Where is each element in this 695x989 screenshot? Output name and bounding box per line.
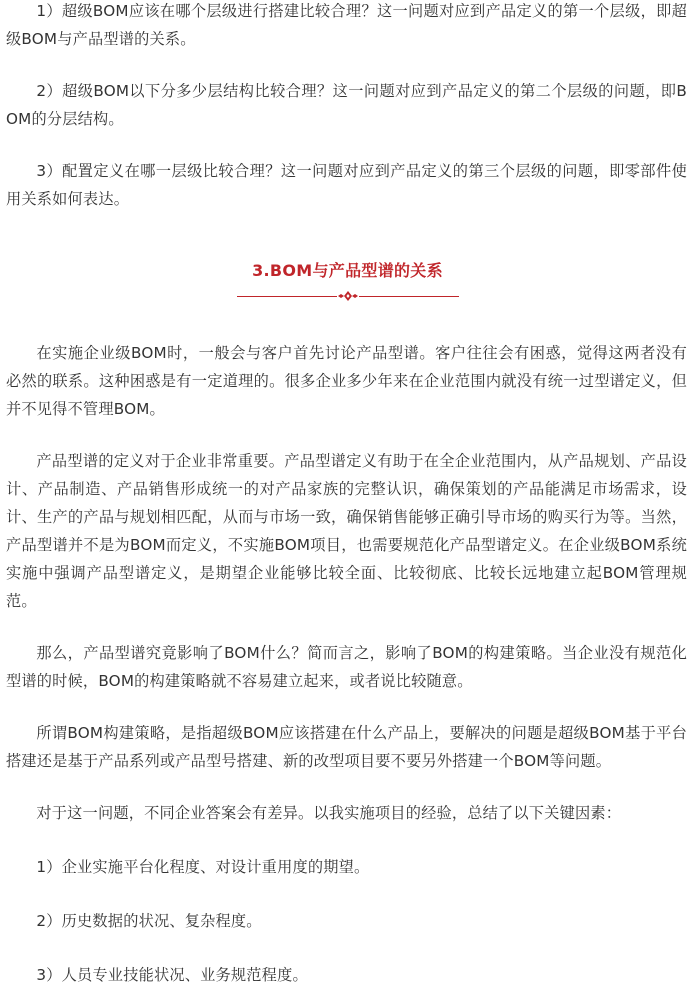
section-header [0,258,695,302]
list-item-factor-1: 1）企业实施平台化程度、对设计重用度的期望。 [36,858,370,876]
list-item-factor-3: 3）人员专业技能状况、业务规范程度。 [36,966,308,984]
paragraph-question-1: 1）超级BOM应该在哪个层级进行搭建比较合理？这一问题对应到产品定义的第一个层级，即超级BOM与产品型谱的关系。 [6,2,687,48]
paragraph-question-3: 3）配置定义在哪一层级比较合理？这一问题对应到产品定义的第三个层级的问题，即零部件使用关系如何表达。 [6,162,687,208]
ornament-diamond-icon [337,290,359,302]
list-item-factor-2: 2）历史数据的状况、复杂程度。 [36,912,262,930]
paragraph-question-2: 2）超级BOM以下分多少层结构比较合理？这一问题对应到产品定义的第二个层级的问题，即BOM的分层结构。 [6,82,687,128]
paragraph-intro: 在实施企业级BOM时，一般会与客户首先讨论产品型谱。客户往往会有困惑，觉得这两者没有必然的联系。这种困惑是有一定道理的。很多企业多少年来在企业范围内就没有统一过型谱定义，但并不见得不管理BOM。 [6,344,687,418]
paragraph-factors-intro: 对于这一问题，不同企业答案会有差异。以我实施项目的经验，总结了以下关键因素： [36,804,622,822]
paragraph-product-spectrum: 产品型谱的定义对于企业非常重要。产品型谱定义有助于在全企业范围内，从产品规划、产品设计、产品制造、产品销售形成统一的对产品家族的完整认识，确保策划的产品能满足市场需求，设计、生产的产品与规划相匹配，从而与市场一致，确保销售能够正确引导市场的购买行为等。当然，产品型谱并不是为BOM而定义，不实施BOM项目，也需要规范化产品型谱定义。在企业级BOM系统实施中强调产品型谱定义，是期望企业能够比较全面、比较彻底、比较长远地建立起BOM管理规范。 [6,452,687,610]
title-ornament [237,290,459,302]
paragraph-impact: 那么，产品型谱究竟影响了BOM什么？简而言之，影响了BOM的构建策略。当企业没有规范化型谱的时候，BOM的构建策略就不容易建立起来，或者说比较随意。 [6,644,687,690]
paragraph-strategy: 所谓BOM构建策略，是指超级BOM应该搭建在什么产品上，要解决的问题是超级BOM基于平台搭建还是基于产品系列或产品型号搭建、新的改型项目要不要另外搭建一个BOM等问题。 [6,724,687,770]
section-title: 3.BOM与产品型谱的关系 [252,261,443,280]
